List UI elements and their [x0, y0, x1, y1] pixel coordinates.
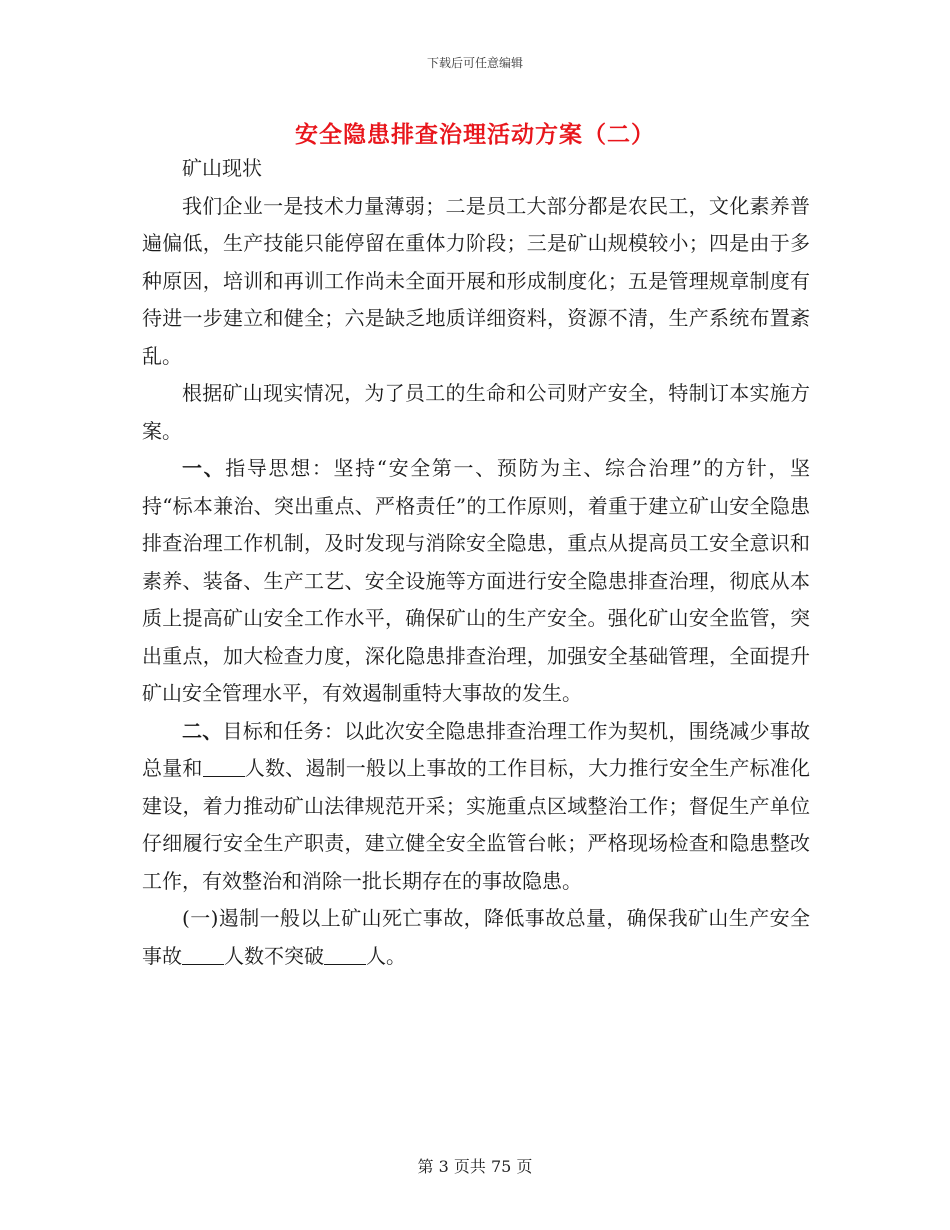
goal-text-2: 人数、遏制一般以上事故的工作目标，大力推行安全生产标准化建设，着力推动矿山法律规范开采；实施重点区域整治工作；督促生产单位仔细履行安全生产职责，建立健全安全监管台帐；严格现场检查和隐患整改工作，有效整治和消除一批长期存在的事故隐患。: [142, 756, 811, 893]
paragraph-goal: [142, 713, 810, 901]
guiding-label: 一、: [182, 456, 226, 480]
goal-text-1: 目标和任务：以此次安全隐患排查治理工作为契机，围绕减少事故总量和: [142, 718, 811, 780]
paragraph-item-1: [142, 900, 810, 975]
page-header: 下载后可任意编辑: [426, 56, 523, 70]
fill-blank: [182, 944, 224, 965]
fill-blank: [324, 944, 366, 965]
document-title: 安全隐患排查治理活动方案（二）: [295, 121, 655, 148]
section-heading-status: 矿山现状: [182, 156, 262, 180]
item1-text-2: 人数不突破: [224, 943, 324, 968]
paragraph-guiding: [142, 450, 810, 713]
document-body: [142, 150, 810, 975]
goal-label: 二、: [182, 718, 223, 743]
page-footer: 第 3 页共 75 页: [417, 1157, 533, 1176]
item1-text-3: 人。: [366, 943, 406, 968]
guiding-text: 指导思想：坚持“安全第一、预防为主、综合治理”的方针，坚持“标本兼治、突出重点、严格责任”的工作原则，着重于建立矿山安全隐患排查治理工作机制，及时发现与消除安全隐患，重点从提高员工安全意识和素养、装备、生产工艺、安全设施等方面进行安全隐患排查治理，彻底从本质上提高矿山安全工作水平，确保矿山的生产安全。强化矿山安全监管，突出重点，加大检查力度，深化隐患排查治理，加强安全基础管理，全面提升矿山安全管理水平，有效遏制重特大事故的发生。: [142, 456, 810, 705]
item1-text-1: (一)遏制一般以上矿山死亡事故，降低事故总量，确保我矿山生产安全事故: [142, 906, 810, 968]
paragraph-purpose: 根据矿山现实情况，为了员工的生命和公司财产安全，特制订本实施方案。: [142, 381, 810, 443]
fill-blank: [203, 756, 245, 777]
paragraph-status: 我们企业一是技术力量薄弱；二是员工大部分都是农民工，文化素养普遍偏低，生产技能只能停留在重体力阶段；三是矿山规模较小；四是由于多种原因，培训和再训工作尚未全面开展和形成制度化；五是管理规章制度有待进一步建立和健全；六是缺乏地质详细资料，资源不清，生产系统布置紊乱。: [142, 193, 810, 368]
